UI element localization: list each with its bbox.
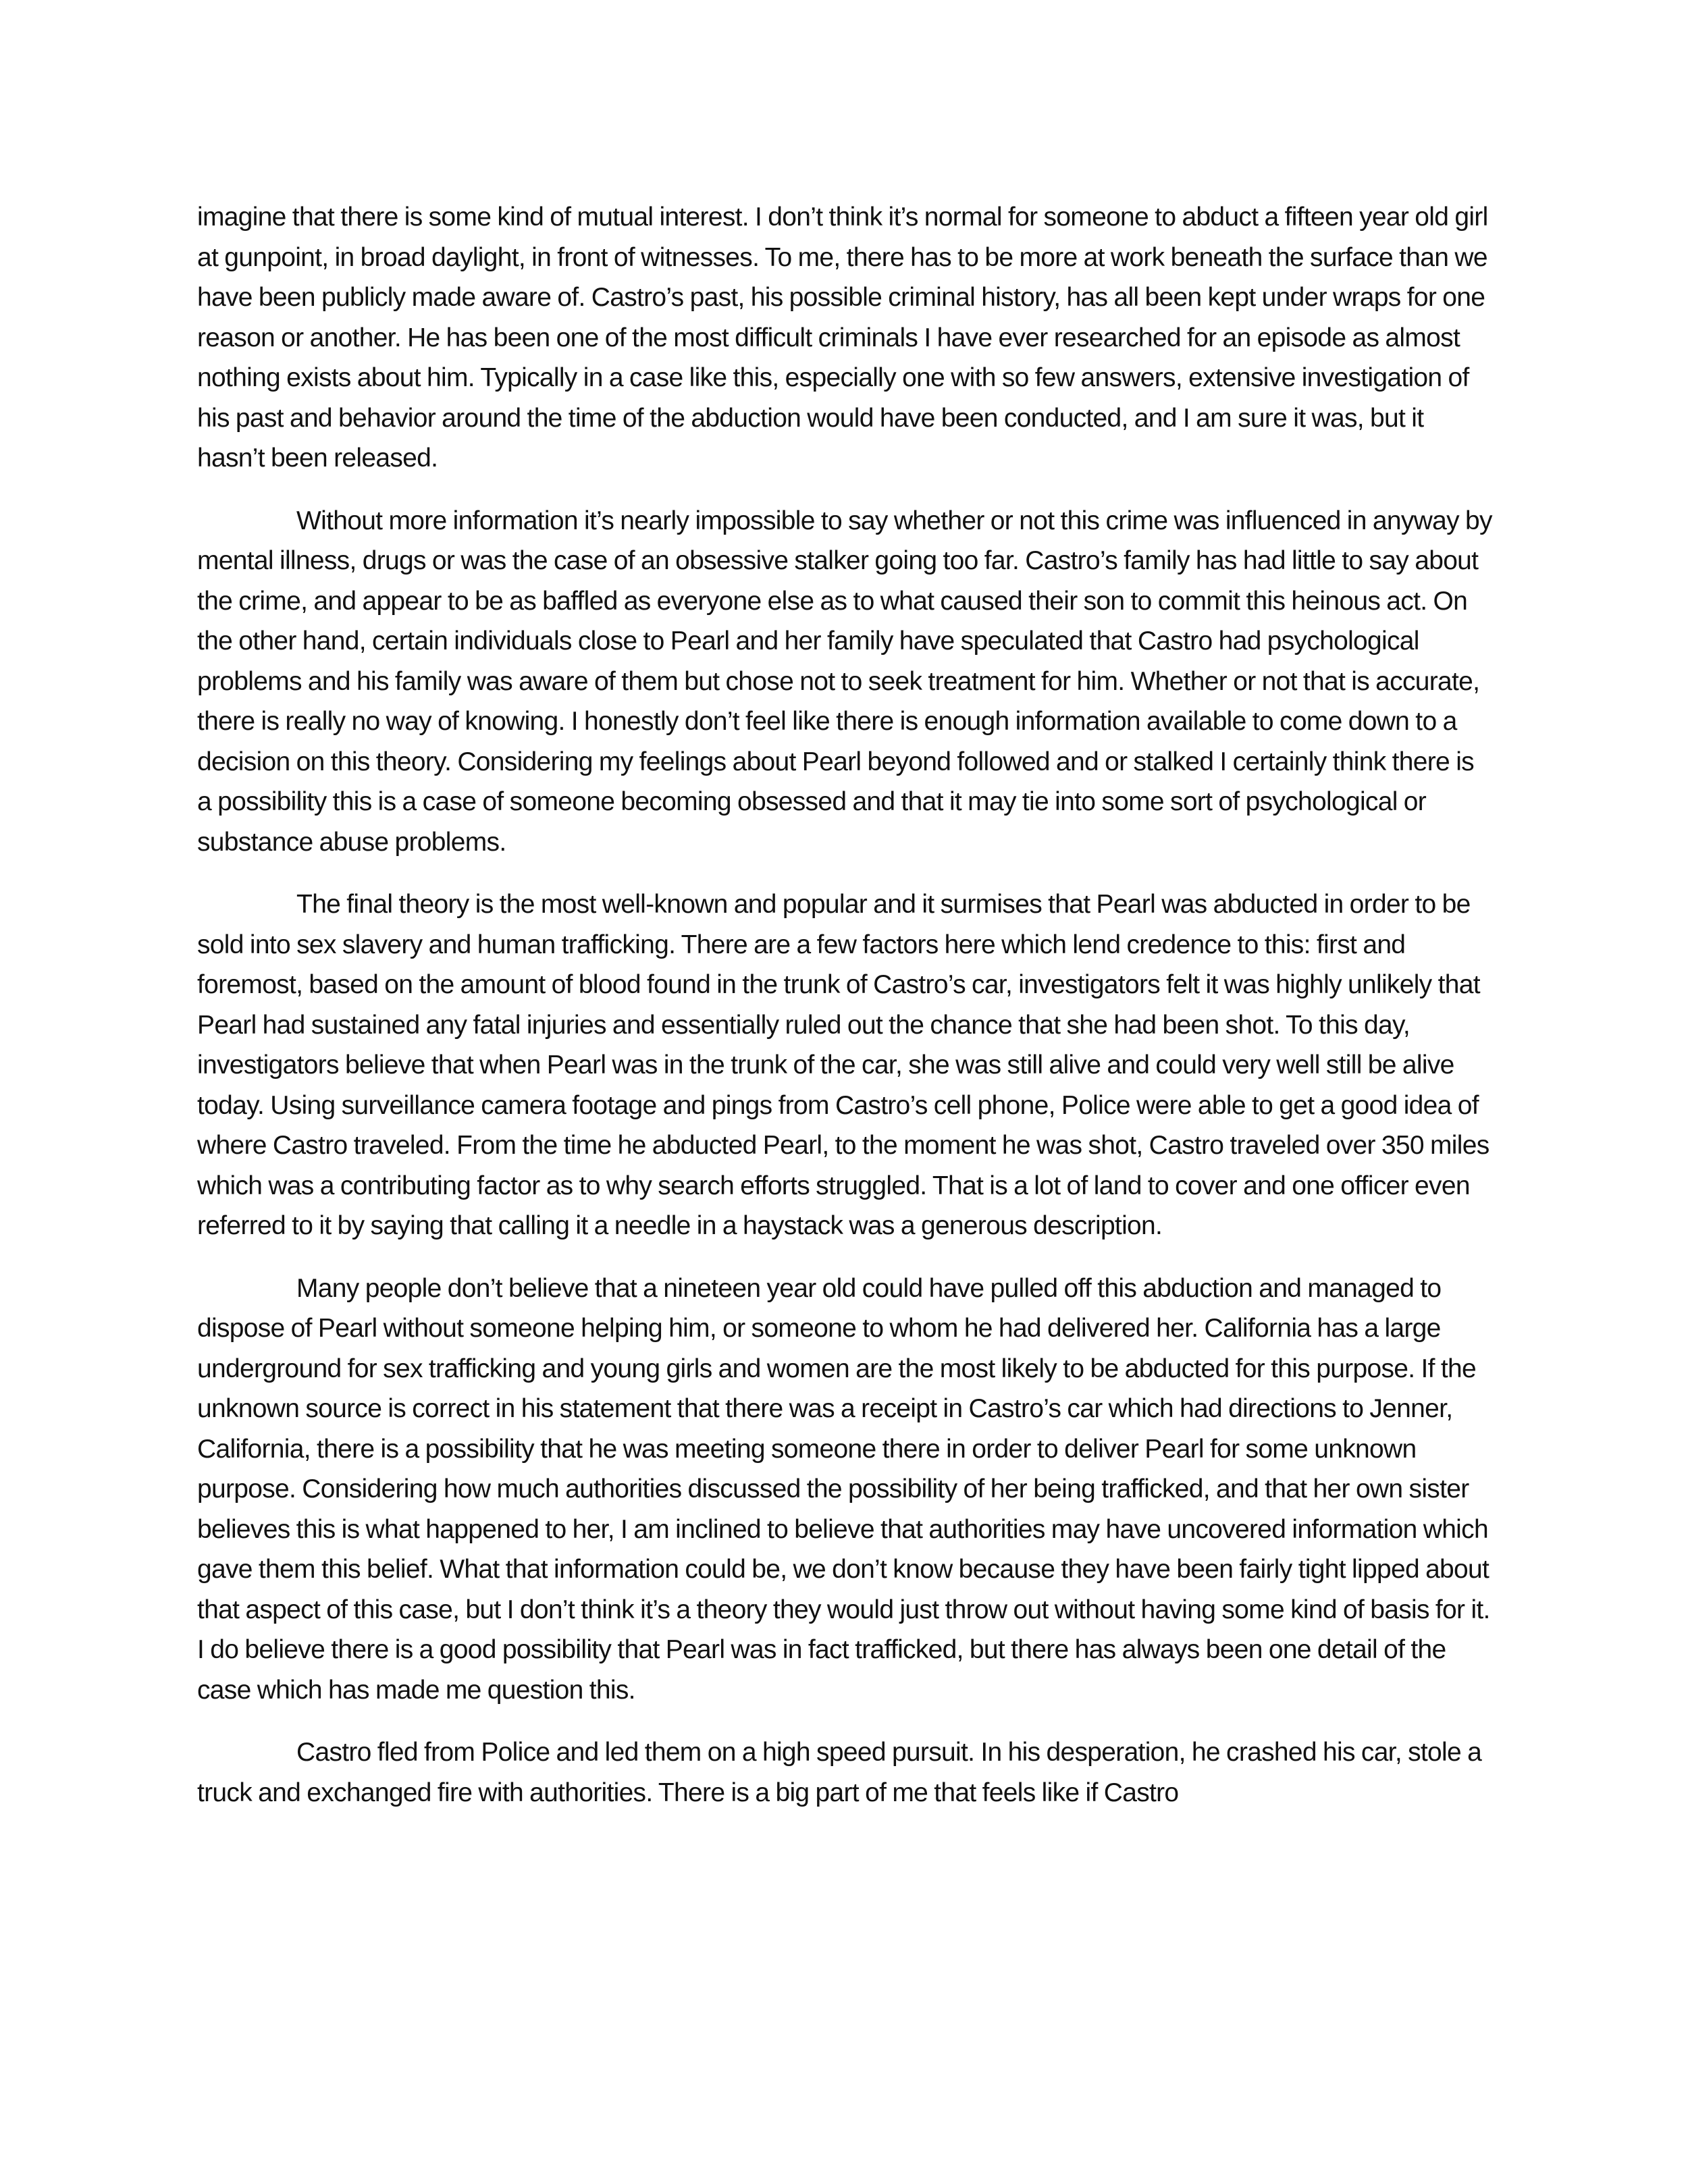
paragraph-1: imagine that there is some kind of mutual interest. I don’t think it’s normal for someone to abduct a fifteen year old girl at gunpoint, in broad daylight, in front of witnesses. To me, there has to be more at work beneath the surface than we have been publicly made aware of. Castro’s past, his possible criminal history, has all been kept under wraps for one reason or another. He has been one of the most difficult criminals I have ever researched for an episode as almost nothing exists about him. Typically in a case like this, especially one with so few answers, extensive investigation of his past and behavior around the time of the abduction would have been conducted, and I am sure it was, but it hasn’t been released. bbox=[197, 203, 1488, 473]
paragraph-4: Many people don’t believe that a nineteen year old could have pulled off this abduction and managed to dispose of Pearl without someone helping him, or someone to whom he had delivered her. California has a large underground for sex trafficking and young girls and women are the most likely to be abducted for this purpose. If the unknown source is correct in his statement that there was a receipt in Castro’s car which had directions to Jenner, California, there is a possibility that he was meeting someone there in order to deliver Pearl for some unknown purpose. Considering how much authorities discussed the possibility of her being trafficked, and that her own sister believes this is what happened to her, I am inclined to believe that authorities may have uncovered information which gave them this belief. What that information could be, we don’t know because they have been fairly tight lipped about that aspect of this case, but I don’t think it’s a theory they would just throw out without having some kind of basis for it. I do believe there is a good possibility that Pearl was in fact trafficked, but there has always been one detail of the case which has made me question this. bbox=[197, 1273, 1490, 1705]
paragraph-5: Castro fled from Police and led them on a high speed pursuit. In his desperation, he crashed his car, stole a truck and exchanged fire with authorities. There is a big part of me that feels like if Castro bbox=[197, 1738, 1482, 1807]
document-body bbox=[197, 197, 1494, 1835]
paragraph-2: Without more information it’s nearly impossible to say whether or not this crime was influenced in anyway by mental illness, drugs or was the case of an obsessive stalker going too far. Castro’s family has had little to say about the crime, and appear to be as baffled as everyone else as to what caused their son to commit this heinous act. On the other hand, certain individuals close to Pearl and her family have speculated that Castro had psychological problems and his family was aware of them but chose not to seek treatment for him. Whether or not that is accurate, there is really no way of knowing. I honestly don’t feel like there is enough information available to come down to a decision on this theory. Considering my feelings about Pearl beyond followed and or stalked I certainly think there is a possibility this is a case of someone becoming obsessed and that it may tie into some sort of psychological or substance abuse problems. bbox=[197, 506, 1492, 857]
paragraph-3: The final theory is the most well-known and popular and it surmises that Pearl was abducted in order to be sold into sex slavery and human trafficking. There are a few factors here which lend credence to this: first and foremost, based on the amount of blood found in the trunk of Castro’s car, investigators felt it was highly unlikely that Pearl had sustained any fatal injuries and essentially ruled out the chance that she had been shot. To this day, investigators believe that when Pearl was in the trunk of the car, she was still alive and could very well still be alive today. Using surveillance camera footage and pings from Castro’s cell phone, Police were able to get a good idea of where Castro traveled. From the time he abducted Pearl, to the moment he was shot, Castro traveled over 350 miles which was a contributing factor as to why search efforts struggled. That is a lot of land to cover and one officer even referred to it by saying that calling it a needle in a haystack was a generous description. bbox=[197, 890, 1489, 1240]
